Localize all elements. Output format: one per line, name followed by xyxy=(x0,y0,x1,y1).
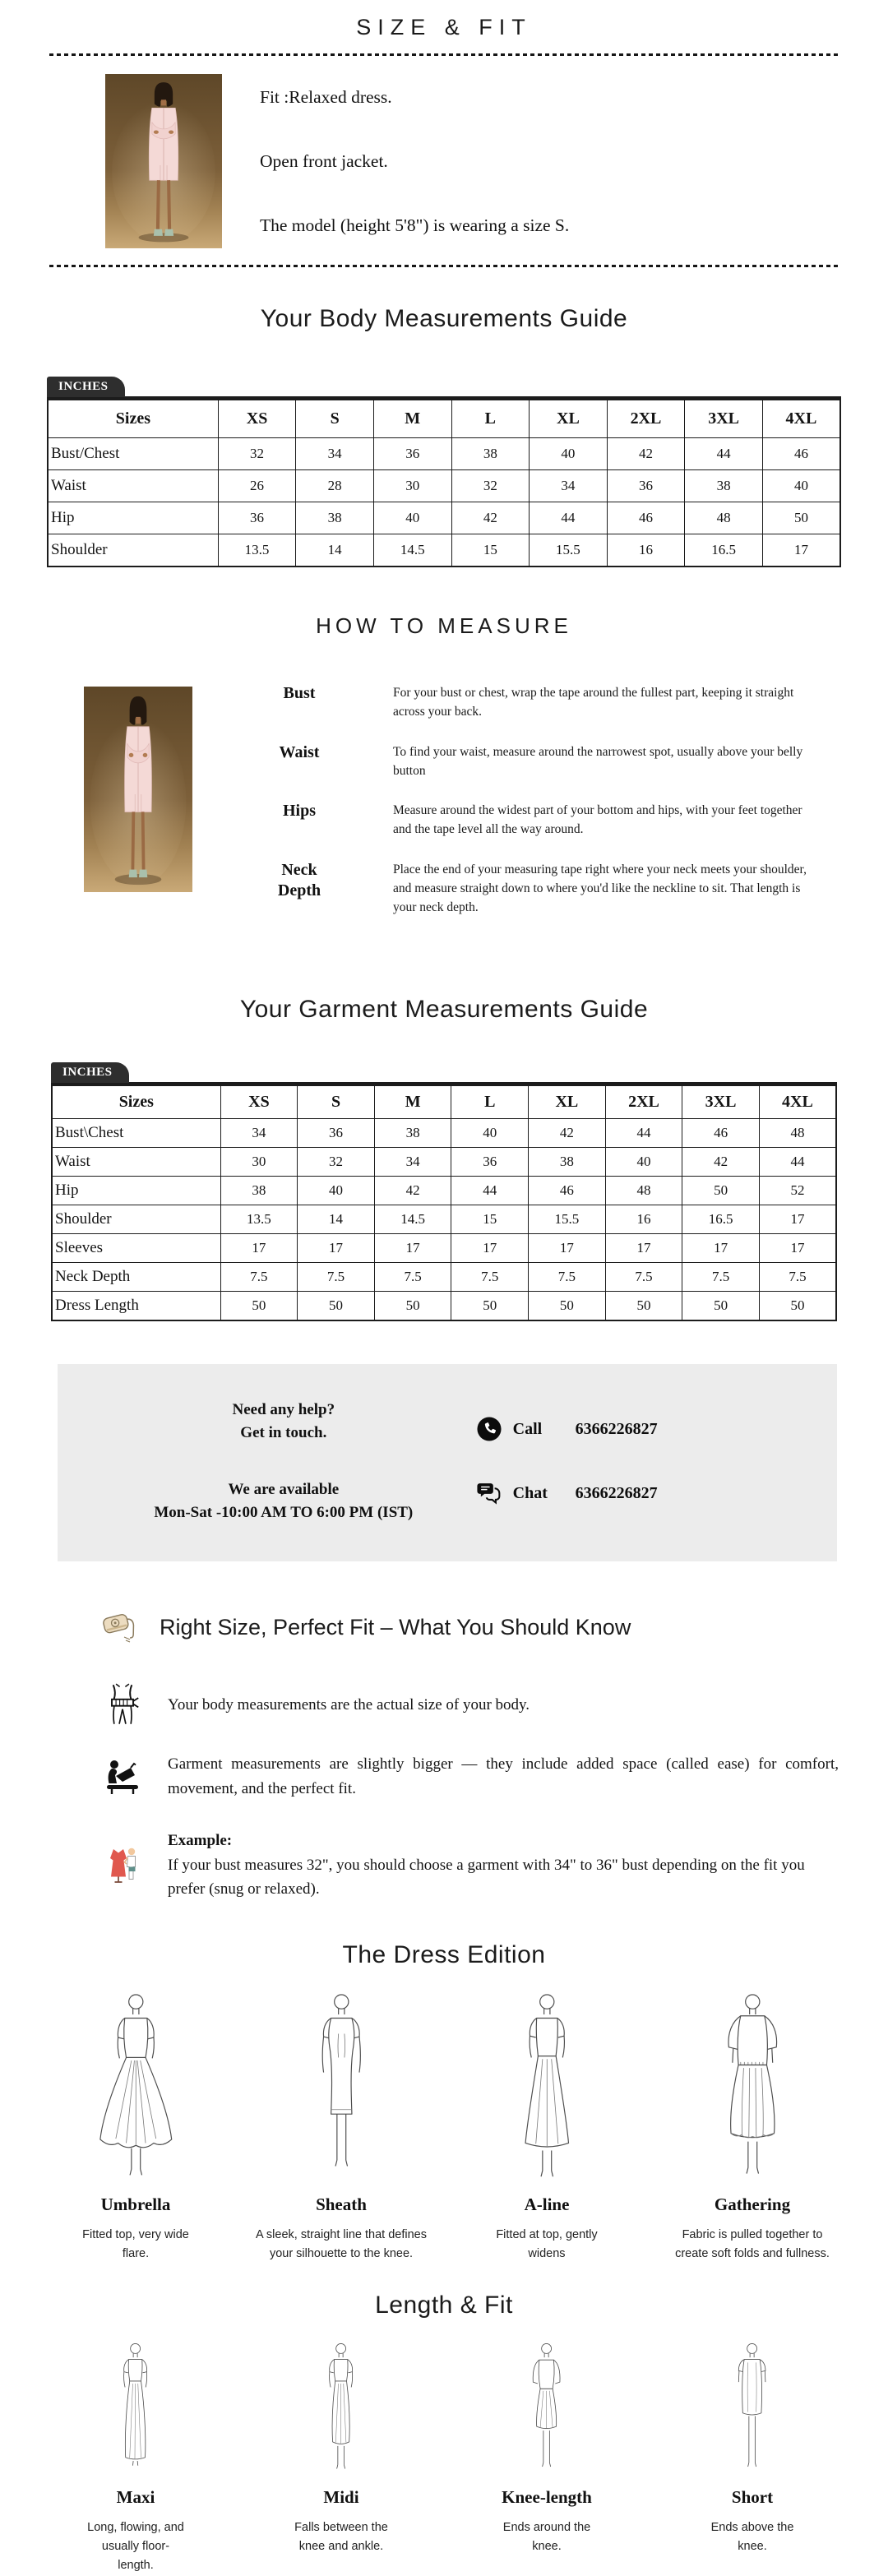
umbrella-dress-illustration xyxy=(33,1991,238,2178)
table-row xyxy=(52,1292,836,1321)
tape-measure-icon xyxy=(99,1609,138,1645)
measurement-value: 17 xyxy=(759,1205,836,1234)
dress-name: Knee-length xyxy=(502,2487,592,2507)
call-label: Call xyxy=(512,1419,543,1438)
length-fit-grid xyxy=(33,2341,855,2576)
garment-measurements-table xyxy=(51,1082,837,1321)
table-row xyxy=(52,1205,836,1234)
measurement-value: 28 xyxy=(296,470,374,502)
column-header-size: 4XL xyxy=(762,399,840,438)
inches-unit-tab: INCHES xyxy=(51,1062,129,1083)
measure-item xyxy=(260,742,835,781)
column-header-size: M xyxy=(374,1085,451,1119)
column-header-size: S xyxy=(296,399,374,438)
dress-card-knee-length xyxy=(444,2341,650,2576)
measurement-value: 7.5 xyxy=(682,1263,760,1292)
measurement-value: 17 xyxy=(298,1234,375,1263)
measurement-value: 7.5 xyxy=(451,1263,529,1292)
knee-length-dress-illustration xyxy=(444,2341,650,2471)
measurement-value: 40 xyxy=(451,1119,529,1148)
row-label: Bust/Chest xyxy=(48,438,218,470)
dress-edition-title: The Dress Edition xyxy=(342,1940,546,1968)
measurement-value: 36 xyxy=(218,502,296,534)
dress-description: Fitted at top, gently widens xyxy=(496,2227,598,2260)
page-title: SIZE & FIT xyxy=(356,15,532,39)
measurement-value: 26 xyxy=(218,470,296,502)
column-header-size: 2XL xyxy=(607,399,685,438)
measurement-value: 17 xyxy=(682,1234,760,1263)
measurement-value: 40 xyxy=(530,438,608,470)
measurement-value: 42 xyxy=(451,502,530,534)
measurement-value: 34 xyxy=(530,470,608,502)
fit-note: Fit :Relaxed dress. xyxy=(260,87,392,107)
measurement-value: 17 xyxy=(451,1234,529,1263)
chat-number[interactable]: 6366226827 xyxy=(575,1483,658,1502)
measurement-value: 50 xyxy=(374,1292,451,1321)
measurement-value: 14 xyxy=(296,534,374,567)
column-header-size: M xyxy=(373,399,451,438)
measurement-value: 36 xyxy=(451,1148,529,1177)
measurement-value: 42 xyxy=(682,1148,760,1177)
measurement-value: 40 xyxy=(605,1148,682,1177)
row-label: Shoulder xyxy=(48,534,218,567)
right-size-title: Right Size, Perfect Fit – What You Should Know xyxy=(160,1614,631,1639)
product-photo xyxy=(105,74,222,248)
measurement-value: 52 xyxy=(759,1177,836,1205)
fit-note: The model (height 5'8") is wearing a size S. xyxy=(260,215,570,235)
measure-item xyxy=(260,683,835,722)
sheath-dress-illustration xyxy=(238,1991,444,2178)
measurement-value: 36 xyxy=(298,1119,375,1148)
know-text: Garment measurements are slightly bigger — they include added space (called ease) for comfort, movement, and the perfect fit. xyxy=(168,1755,839,1797)
garment-measurements-block xyxy=(51,1061,837,1321)
measurement-value: 44 xyxy=(759,1148,836,1177)
dress-name: Maxi xyxy=(116,2487,155,2507)
measurement-value: 34 xyxy=(220,1119,298,1148)
measurement-value: 40 xyxy=(298,1177,375,1205)
help-heading-line: Get in touch. xyxy=(240,1423,327,1441)
row-label: Waist xyxy=(48,470,218,502)
measurement-value: 15 xyxy=(451,1205,529,1234)
column-header-size: L xyxy=(451,1085,529,1119)
dress-description: Ends above the knee. xyxy=(710,2521,794,2554)
column-header-sizes: Sizes xyxy=(48,399,218,438)
measurement-value: 38 xyxy=(374,1119,451,1148)
help-text xyxy=(90,1399,477,1524)
inches-unit-tab: INCHES xyxy=(47,377,125,397)
dress-name: Sheath xyxy=(316,2194,367,2214)
measure-item xyxy=(260,801,835,839)
measure-item xyxy=(260,860,835,918)
measurement-value: 15.5 xyxy=(529,1205,606,1234)
measure-text: To find your waist, measure around the narrowest spot, usually above your belly button xyxy=(393,744,803,778)
dress-name: Short xyxy=(731,2487,774,2507)
know-text xyxy=(168,1829,839,1901)
measurement-value: 17 xyxy=(220,1234,298,1263)
measure-label: Neck Depth xyxy=(277,860,321,900)
chat-contact-row[interactable] xyxy=(477,1481,812,1505)
measurement-value: 16 xyxy=(605,1205,682,1234)
row-label: Neck Depth xyxy=(52,1263,220,1292)
help-availability-line: Mon-Sat -10:00 AM TO 6:00 PM (IST) xyxy=(154,1503,414,1521)
dress-description: Falls between the knee and ankle. xyxy=(294,2521,388,2554)
measure-text: For your bust or chest, wrap the tape around the fullest part, keeping it straight across your back. xyxy=(393,686,794,719)
measurement-value: 46 xyxy=(607,502,685,534)
column-header-size: S xyxy=(298,1085,375,1119)
example-text: If your bust measures 32", you should choose a garment with 34" to 36" bust depending on the fit you prefer (snug or relaxed). xyxy=(168,1856,805,1898)
measurement-value: 34 xyxy=(296,438,374,470)
measurement-value: 16.5 xyxy=(685,534,763,567)
measure-text: Measure around the widest part of your bottom and hips, with your feet together and the tape level all the way around. xyxy=(393,803,802,837)
dress-card-maxi xyxy=(33,2341,238,2576)
measurement-value: 34 xyxy=(374,1148,451,1177)
dress-description: A sleek, straight line that defines your silhouette to the knee. xyxy=(256,2227,427,2260)
measurement-value: 50 xyxy=(682,1177,760,1205)
dress-card-midi xyxy=(238,2341,444,2576)
measurement-value: 32 xyxy=(298,1148,375,1177)
dress-description: Fabric is pulled together to create soft folds and fullness. xyxy=(675,2227,830,2260)
dress-card-a-line xyxy=(444,1991,650,2264)
row-label: Sleeves xyxy=(52,1234,220,1263)
table-row xyxy=(52,1119,836,1148)
row-label: Shoulder xyxy=(52,1205,220,1234)
measurement-value: 17 xyxy=(605,1234,682,1263)
measurement-value: 7.5 xyxy=(759,1263,836,1292)
measurement-value: 17 xyxy=(529,1234,606,1263)
body-guide-title: Your Body Measurements Guide xyxy=(260,305,628,332)
dress-name: Midi xyxy=(323,2487,359,2507)
chat-bubbles-icon xyxy=(477,1481,502,1505)
call-contact-row[interactable] xyxy=(477,1417,812,1441)
chat-label: Chat xyxy=(512,1483,548,1502)
measurement-value: 48 xyxy=(685,502,763,534)
dress-description: Ends around the knee. xyxy=(502,2521,591,2554)
fit-note: Open front jacket. xyxy=(260,151,388,171)
measurement-value: 38 xyxy=(296,502,374,534)
maxi-dress-illustration xyxy=(33,2341,238,2471)
example-label: Example: xyxy=(168,1832,233,1850)
column-header-size: 4XL xyxy=(759,1085,836,1119)
dress-card-short xyxy=(650,2341,855,2576)
measurement-value: 7.5 xyxy=(298,1263,375,1292)
dress-name: Umbrella xyxy=(100,2194,171,2214)
length-fit-title: Length & Fit xyxy=(375,2292,513,2319)
measurement-value: 36 xyxy=(607,470,685,502)
measurement-value: 40 xyxy=(762,470,840,502)
measurement-value: 15.5 xyxy=(530,534,608,567)
measurement-value: 50 xyxy=(605,1292,682,1321)
table-row xyxy=(52,1263,836,1292)
measurement-value: 17 xyxy=(762,534,840,567)
help-availability-line: We are available xyxy=(228,1481,340,1499)
measurement-value: 42 xyxy=(374,1177,451,1205)
tailor-sewing-icon xyxy=(105,1755,143,1798)
measurement-value: 44 xyxy=(451,1177,529,1205)
measurement-value: 44 xyxy=(685,438,763,470)
measurement-value: 42 xyxy=(607,438,685,470)
table-row xyxy=(48,534,840,567)
short-dress-illustration xyxy=(650,2341,855,2471)
row-label: Dress Length xyxy=(52,1292,220,1321)
measure-label: Hips xyxy=(282,802,317,820)
dress-description: Fitted top, very wide flare. xyxy=(82,2227,189,2260)
measurement-value: 50 xyxy=(762,502,840,534)
know-item-body-measurements xyxy=(105,1683,839,1726)
column-header-size: 3XL xyxy=(682,1085,760,1119)
measurement-value: 38 xyxy=(529,1148,606,1177)
measure-instructions xyxy=(260,683,835,917)
garment-guide-title: Your Garment Measurements Guide xyxy=(239,996,649,1024)
measurement-value: 46 xyxy=(762,438,840,470)
measurement-value: 13.5 xyxy=(220,1205,298,1234)
know-item-example xyxy=(105,1829,839,1901)
measurement-value: 50 xyxy=(451,1292,529,1321)
gathering-dress-illustration xyxy=(650,1991,855,2178)
column-header-size: XL xyxy=(529,1085,606,1119)
measurement-value: 30 xyxy=(373,470,451,502)
know-text: Your body measurements are the actual size of your body. xyxy=(168,1695,530,1713)
measurement-value: 32 xyxy=(218,438,296,470)
measurement-value: 50 xyxy=(220,1292,298,1321)
measurement-value: 30 xyxy=(220,1148,298,1177)
measurement-value: 36 xyxy=(373,438,451,470)
measurement-value: 38 xyxy=(685,470,763,502)
measurement-value: 38 xyxy=(451,438,530,470)
call-number[interactable]: 6366226827 xyxy=(575,1419,658,1438)
table-row xyxy=(48,502,840,534)
measurement-value: 14.5 xyxy=(374,1205,451,1234)
measurement-value: 7.5 xyxy=(220,1263,298,1292)
measurement-value: 7.5 xyxy=(529,1263,606,1292)
dress-edition-grid xyxy=(33,1991,855,2264)
how-to-measure-title: HOW TO MEASURE xyxy=(316,613,572,638)
row-label: Hip xyxy=(52,1177,220,1205)
body-measuring-icon xyxy=(105,1683,143,1726)
right-size-heading xyxy=(99,1609,888,1645)
table-header-row xyxy=(52,1085,836,1119)
table-row xyxy=(52,1148,836,1177)
measurement-value: 7.5 xyxy=(374,1263,451,1292)
help-heading-line: Need any help? xyxy=(232,1401,335,1419)
measurement-value: 17 xyxy=(759,1234,836,1263)
body-measurements-table xyxy=(47,396,841,567)
table-row xyxy=(48,438,840,470)
dress-card-gathering xyxy=(650,1991,855,2264)
column-header-size: L xyxy=(451,399,530,438)
dashed-divider-bottom xyxy=(49,265,839,267)
table-header-row xyxy=(48,399,840,438)
measurement-value: 48 xyxy=(605,1177,682,1205)
measurement-value: 16.5 xyxy=(682,1205,760,1234)
measurement-value: 46 xyxy=(682,1119,760,1148)
measure-label: Waist xyxy=(279,742,320,761)
dress-description: Long, flowing, and usually floor-length. xyxy=(87,2521,184,2573)
midi-dress-illustration xyxy=(238,2341,444,2471)
column-header-sizes: Sizes xyxy=(52,1085,220,1119)
column-header-size: 3XL xyxy=(685,399,763,438)
measurement-value: 50 xyxy=(759,1292,836,1321)
dress-name: Gathering xyxy=(714,2194,791,2214)
measurement-value: 46 xyxy=(529,1177,606,1205)
help-contact-box xyxy=(58,1364,837,1561)
body-measurements-block xyxy=(47,376,841,567)
measure-label: Bust xyxy=(283,684,316,702)
measurement-value: 38 xyxy=(220,1177,298,1205)
measurement-value: 16 xyxy=(607,534,685,567)
measure-text: Place the end of your measuring tape right where your neck meets your shoulder, and measure straight down to where you'd like the neckline to sit. That length is your neck depth. xyxy=(393,862,807,914)
measurement-value: 7.5 xyxy=(605,1263,682,1292)
fit-notes xyxy=(260,74,569,236)
dress-card-umbrella xyxy=(33,1991,238,2264)
measurement-value: 42 xyxy=(529,1119,606,1148)
help-availability xyxy=(90,1478,477,1524)
dress-card-sheath xyxy=(238,1991,444,2264)
measurement-value: 14.5 xyxy=(373,534,451,567)
measurement-value: 50 xyxy=(298,1292,375,1321)
measurement-value: 32 xyxy=(451,470,530,502)
help-heading xyxy=(90,1399,477,1444)
how-to-measure-section xyxy=(84,683,888,917)
row-label: Waist xyxy=(52,1148,220,1177)
measurement-value: 17 xyxy=(374,1234,451,1263)
phone-icon xyxy=(477,1417,502,1441)
column-header-size: XS xyxy=(220,1085,298,1119)
dress-fitting-icon xyxy=(105,1843,143,1886)
row-label: Hip xyxy=(48,502,218,534)
dress-name: A-line xyxy=(524,2194,570,2214)
measurement-value: 50 xyxy=(529,1292,606,1321)
table-row xyxy=(48,470,840,502)
measurement-value: 13.5 xyxy=(218,534,296,567)
measurement-value: 14 xyxy=(298,1205,375,1234)
fit-summary-section xyxy=(0,56,888,265)
measurement-value: 44 xyxy=(605,1119,682,1148)
know-item-garment-measurements xyxy=(105,1752,839,1801)
column-header-size: 2XL xyxy=(605,1085,682,1119)
measurement-value: 15 xyxy=(451,534,530,567)
measurement-value: 50 xyxy=(682,1292,760,1321)
row-label: Bust\Chest xyxy=(52,1119,220,1148)
product-photo xyxy=(84,687,192,892)
table-row xyxy=(52,1177,836,1205)
a-line-dress-illustration xyxy=(444,1991,650,2178)
column-header-size: XL xyxy=(530,399,608,438)
measurement-value: 48 xyxy=(759,1119,836,1148)
measurement-value: 40 xyxy=(373,502,451,534)
measurement-value: 44 xyxy=(530,502,608,534)
column-header-size: XS xyxy=(218,399,296,438)
table-row xyxy=(52,1234,836,1263)
contact-options xyxy=(477,1417,812,1505)
